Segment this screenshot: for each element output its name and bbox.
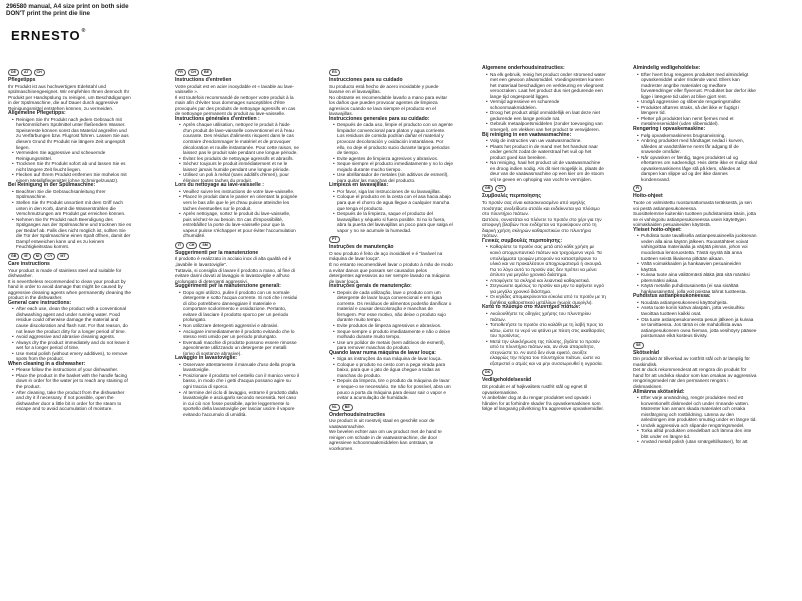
brand-logo bbox=[11, 28, 86, 43]
bullet-item: • Coloque o produto no cesto com a pega virada para baixo, para que o jato de água chegue a todas as manchas do produto. bbox=[333, 362, 453, 379]
bullet-item: • Beachten Sie die Gebrauchsanleitung Ihrer Spülmaschine. bbox=[12, 189, 132, 200]
section-heading: Lavaggio in lavastoviglie: bbox=[175, 355, 237, 362]
paragraph: Uw product is uit roestvrij staal en geschikt voor de vaatwasmachine. bbox=[329, 418, 435, 429]
bullet-item: • Posizionare il prodotto nel cestello con il manico verso il basso, in modo che i getti d'acqua possano agire su ogni traccia di sporco. bbox=[179, 373, 299, 390]
bullet-item: • Use um polidor de metais (sem aditivos de esmeril), para remover manchas do produto. bbox=[333, 340, 453, 351]
column-4 bbox=[482, 66, 606, 412]
bullet-list bbox=[633, 233, 757, 294]
country-code-badge: CY bbox=[495, 185, 506, 192]
bullet-item: • Ota tuote astianpesukoneesta pesun jälkeen ja kuivaa se tarvittaessa. Jos tämä ei ole mahdollista avaa astianpesukoneen ovea hieman, jotta vesihöyry pääsee poistumaan eikä kosteus tiivisty. bbox=[637, 317, 757, 339]
bullet-list bbox=[329, 290, 453, 351]
country-code-badge: GR bbox=[482, 185, 493, 192]
bullet-list bbox=[482, 138, 606, 182]
country-code-badge: MT bbox=[57, 253, 68, 260]
country-code-badge: FR bbox=[175, 69, 186, 76]
country-code-badge: CH bbox=[188, 69, 199, 76]
bullet-item: • Noudata astianpesukoneesi käyttöohjeita. bbox=[637, 300, 757, 306]
paragraph: We bevelen echter aan om uw product met de hand te reinigen om schade in de vaatwasmachine, die door agressieve schoonmaakmiddelen kan ontstaan, te voorkomen. bbox=[329, 429, 442, 451]
paragraph: Tuttavia, si consiglia di lavare il prodotto a mano, al fine di evitare danni dovuti al lavaggio in lavastoviglie e all'uso prolungato di detergenti aggressivi. bbox=[175, 267, 295, 284]
bullet-item: • Después de la limpieza, saque el producto del lavavajillas y séquelo si fuera posible. Si no lo fuera, abra la puerta del lavavajillas un poco para que salga el vapor y no se acumule la humedad. bbox=[333, 211, 453, 233]
country-codes bbox=[329, 404, 453, 411]
section-heading: Allgemeine Pflegetipps: bbox=[8, 110, 66, 117]
bullet-item: • Siga as instruções da sua máquina de lavar louça. bbox=[333, 356, 453, 362]
country-code-badge: FI bbox=[633, 185, 642, 192]
paragraph: It is nevertheless recommended to clean your product by hand in order to avoid damage that might be caused by aggressive cleaning agents when permanently cleaning the product in the dishwasher. bbox=[8, 278, 131, 301]
country-codes bbox=[8, 69, 132, 76]
country-code-badge: DE bbox=[8, 69, 19, 76]
bullet-item: • Después de cada uso, limpie el producto con un agente limpiador convencional para platos y agua corriente. Los residuos de comida podrían dañar el material y provocar decoloración y oxidación instantánea. Por ello, no deje el producto sucio durante largos periodos de tiempo. bbox=[333, 122, 453, 155]
section-heading: Care instructions bbox=[8, 260, 50, 267]
bullet-item: • Produktet aftørres straks, så det ikke er fugtigt i længere tid. bbox=[637, 105, 757, 116]
section-heading: Limpieza en lavavajillas: bbox=[329, 182, 389, 189]
bullet-item: • Ακολουθήστε τις οδηγίες χρήσης του πλυντηρίου πιάτων. bbox=[486, 311, 606, 322]
paragraph: Il est toutefois recommandé de nettoyer votre produit à la main afin d'éviter tous dommages susceptibles d'être provoqués par des produits de nettoyage agressifs en cas de nettoyage permanent du produit au lave-vaisselle. bbox=[175, 94, 296, 117]
bullet-item: • Dopo ogni utilizzo, pulire il prodotto con un normale detergente e sotto l'acqua corrente. Si noti che i residui di cibo potrebbero danneggiare il materiale e comportare scolorimento e ossidazione. Pertanto, evitare di lasciare il prodotto sporco per un periodo prolungato. bbox=[179, 290, 299, 323]
bullet-item: • Après chaque utilisation, nettoyez le produit à l'aide d'un produit de lave-vaisselle conventionnel et à l'eau courante. Des résidus d'aliments risquent dans le cas contraire d'endommager le matériel et de provoquer décoloration et rouille instantanée. Pour cette raison, ne laissez pas le produit sale pendant une longue période. bbox=[179, 122, 299, 155]
country-code-badge: SM bbox=[199, 242, 210, 249]
bullet-list bbox=[633, 395, 757, 445]
paragraph: No obstante es recomendable lavarlo a mano para evitar los daños que pueden provocar agentes de limpieza agresivos cuando se lava siempre el producto en el lavavajillas. bbox=[329, 94, 448, 117]
section-heading: Συμβουλές περιποίησης bbox=[482, 193, 542, 200]
country-codes bbox=[175, 242, 299, 249]
bullet-list bbox=[329, 122, 453, 183]
bullet-item: • Osservare attentamente il manuale d'uso della propria lavastoviglie. bbox=[179, 362, 299, 373]
paragraph: O seu produto é feito de aço inoxidável e é "lavável na máquina de lavar louça". bbox=[329, 250, 443, 262]
bullet-list bbox=[8, 189, 132, 250]
section-heading: Instructions d'entretien bbox=[175, 77, 232, 83]
paragraph: Dit produkt er af højkvalitets rustfrit stål og egnet til opvaskemaskine. bbox=[482, 383, 588, 395]
bullet-item: • Reinigen Sie Ihr Produkt nach jedem Gebrauch mit herkömmlichem Spülmittel unter fließendem Wasser. Speisereste können sonst das Material angreifen und zu Verfärbungen bzw. Flugrost führen. Lassen Sie aus diesem Grund Ihr Produkt nie längere Zeit ungespült liegen. bbox=[12, 117, 132, 150]
bullet-item: • Evite agentes de limpieza agresivos y abrasivos. bbox=[333, 156, 453, 162]
section-heading: Instructions générales d'entretien : bbox=[175, 115, 260, 122]
paragraph: Ihr Produkt ist aus hochwertigem Edelstahl und spülmaschinengeeignet. Wir empfehlen Ihnen dennoch Ihr Produkt per Handspülung zu reinigen, um Beschädigungen in der Spülmaschine, die auf Dauer durch aggressive Reinigungsmittel entstehen können, zu vermeiden. bbox=[8, 83, 131, 111]
section-heading: Rengøring i opvaskemaskine: bbox=[633, 126, 706, 133]
section-heading: Instruções de manutenção bbox=[329, 244, 394, 251]
bullet-item: • Coloque el producto en la cesta con el asa hacia abajo para que el chorro de agua llegue a cualquier mancha que tenga el producto. bbox=[333, 194, 453, 211]
section-heading: Instrucciones para su cuidado bbox=[329, 77, 403, 83]
country-code-badge: PT bbox=[329, 236, 340, 243]
bullet-item: • After cleaning, take the product from the dishwasher and dry it if necessary. If not possible, open the dishwasher door a little bit in order for the steam to escape and to avoid accumulation of moisture. bbox=[12, 390, 132, 412]
country-codes bbox=[482, 185, 606, 192]
bullet-item: • Καθαρίστε το προϊόν σας μετά από κάθε χρήση με κοινό απορρυπαντικό πιάτων και τρεχούμενο νερό. Τα υπολείμματα τροφών μπορούν να καταστρέψουν το υλικό και να προκαλέσουν αποχρωματισμό ή σκουριά. Για το λόγο αυτό το προϊόν σας δεν πρέπει να μένει άπλυτο για μεγάλο χρονικό διάστημα. bbox=[486, 244, 606, 277]
print-header-line-1: 296580 manual, A4 size print on both side bbox=[6, 3, 129, 10]
bullet-item: • Use abrillantador de metales (sin aditivos de esmeril), para quitar las manchas del producto. bbox=[333, 172, 453, 183]
bullet-item: • Μετά την ολοκλήρωση της πλύσης, βγάλτε το προϊόν από το πλυντήριο πιάτων και, αν είναι απαραίτητο, στεγνώστε το. Αν αυτό δεν είναι εφικτό, ανοίξτε ελαφρώς την πόρτα του πλυντηρίου πιάτων, ώστε να εξατμιστεί ο ατμός και να μην συσσωρευθεί η υγρασία. bbox=[486, 339, 606, 367]
section-heading: Algemene onderhoudsinstructies: bbox=[482, 65, 565, 71]
country-code-badge: DK bbox=[482, 369, 493, 376]
section-heading: Vedligeholdelsesråd bbox=[482, 377, 532, 384]
bullet-item: • Anbring produktet med håndtaget nedad i kurven, således at vandstrålerne nemt får adgang til de snavsede områder. bbox=[637, 138, 757, 155]
paragraph: Votre produit est en acier inoxydable et « lavable au lave-vaisselle ». bbox=[175, 83, 295, 95]
section-heading: Suggerimenti per la manutenzione generali: bbox=[175, 283, 281, 290]
section-heading: General care instructions: bbox=[8, 299, 72, 306]
bullet-list bbox=[175, 290, 299, 357]
country-codes bbox=[8, 253, 132, 260]
bullet-item: • After each use, clean the product with a conventional dishwashing agent and under running water. Food residue could otherwise damage the material and cause discoloration and flash rust. For that reason, do not leave the product dirty for a longer period of time. bbox=[12, 306, 132, 334]
section-heading: Yleiset hoito-ohjeet: bbox=[633, 226, 682, 233]
bullet-item: • Après nettoyage, sortez le produit du lave-vaisselle, puis séchez-le au besoin. En cas d'impossibilité, entrebâillez la porte du lave-vaisselle pour que la vapeur puisse s'échapper et pour éviter l'accumulation d'humidité. bbox=[179, 211, 299, 239]
paragraph: Tuote on valmistettu ruostumattomasta teräksestä, ja sen voi pestä astianpesukoneessa. bbox=[633, 200, 752, 211]
column-1 bbox=[8, 66, 132, 412]
section-heading: Skötselråd bbox=[633, 349, 660, 356]
bullet-item: • Depois de cada utilização, lave o produto com um detergente de lavar louça convencional e em água corrente. Os resíduos de alimentos poderão danificar o material e causar descoloração e manchas de ferrugem. Por esse motivo, não deixe o produto sujo durante muito tempo. bbox=[333, 290, 453, 323]
bullet-list bbox=[482, 244, 606, 305]
bullet-item: • Stellen Sie Ihr Produkt unsortiert mit dem Griff nach unten in den Korb, damit die Wasserstrahlen die Verschmutzungen am Produkt gut erreichen können. bbox=[12, 200, 132, 217]
bullet-item: • Place the product in the basket with the handle facing down in order for the water jet to reach any staining of the product. bbox=[12, 373, 132, 390]
bullet-item: • Vermijd agressieve en schurende schoonmaakmiddelen. bbox=[486, 99, 606, 110]
bullet-item: • Gebruik metaalpoetsmiddelen (zonder toevoeging van smergel), om vlekken van het product te verwijderen. bbox=[486, 121, 606, 132]
section-heading: Puhdistus astianpesukoneessa: bbox=[633, 293, 711, 300]
country-code-badge: BE bbox=[201, 69, 212, 76]
bullet-item: • Trocknen Sie Ihr Produkt sofort ab und lassen Sie es nicht längere Zeit feucht liegen. bbox=[12, 161, 132, 172]
bullet-list bbox=[8, 117, 132, 184]
print-header bbox=[6, 3, 129, 17]
country-code-badge: AT bbox=[21, 69, 32, 76]
country-code-badge: NI bbox=[33, 253, 43, 260]
section-heading: Bij reiniging in een vaatwasmachine: bbox=[482, 131, 572, 138]
bullet-item: • Når opvasken er færdig, tages produktet ud og eftertørres om nødvendigt. Hvis dette ikke er muligt skal opvaskemaskinens låge stå på klem, således at dampen kan slippe ud og der ikke dannes kondensvand. bbox=[637, 155, 757, 183]
bullet-item: • Utilisez un poli à métal (sans additifs d'émeri), pour éliminer toutes taches du produit. bbox=[179, 172, 299, 183]
bullet-item: • Στεγνώνετε αμέσως το προϊόν και μην το αφήνετε υγρό για μεγάλο χρονικό διάστημα. bbox=[486, 283, 606, 294]
section-heading: Κατά το πλύσιμο στο πλυντήριο πιάτων: bbox=[482, 304, 581, 311]
bullet-list bbox=[175, 122, 299, 183]
bullet-item: • Depois da limpeza, tire o produto da máquina de lavar e seque-o se necessário. Se não for possível, abra um pouco a porta da máquina para deixar sair o vapor e evitar a acumulação de humidade. bbox=[333, 378, 453, 400]
paragraph: Det är dock rekommenderat att rengöra din produkt för hand för att undvika skador som kan orsakas av aggressiva rengöringsmedel när den permanent rengörs i diskmaskinen. bbox=[633, 367, 757, 389]
country-code-badge: GB bbox=[8, 253, 19, 260]
bullet-item: • Séchez toujours le produit immédiatement et ne le laissez jamais humide pendant une longue période. bbox=[179, 161, 299, 172]
bullet-list bbox=[633, 72, 757, 127]
bullet-item: • Flecken auf Ihrem Produkt entfernen Sie mühelos mit einem Metallpflegemittel (ohne Schmirgelzusatz). bbox=[12, 172, 132, 183]
bullet-item: • Kuivaa tuote aina välittömästi äläkä jätä sitä märäksi pitemmäksi aikaa. bbox=[637, 272, 757, 283]
bullet-item: • Veuillez suivre les instructions de votre lave-vaisselle. bbox=[179, 189, 299, 195]
bullet-list bbox=[633, 133, 757, 183]
country-code-badge: IE bbox=[21, 253, 30, 260]
section-heading: Quando lavar numa máquina de lavar louça: bbox=[329, 349, 436, 356]
column-5 bbox=[633, 66, 757, 445]
bullet-item: • Οι κηλίδες απομακρύνονται εύκολα από το προϊόν με τη βοήθεια καθαριστικού μετάλλων (χωρίς σμυρίγλι). bbox=[486, 294, 606, 305]
bullet-item: • Non utilizzare detergenti aggressivi e abrasivi. bbox=[179, 323, 299, 329]
bullet-item: • Torka alltid produkten omedelbart och lämna den inte blöt under en längre tid. bbox=[637, 428, 757, 439]
bullet-item: • Please follow the instructions of your dishwasher. bbox=[12, 367, 132, 373]
paragraph: Din produkt är tillverkad av rostfritt stål och är lämplig för maskindisk. bbox=[633, 356, 750, 367]
paragraph: Vi anbefaler dog at du rengør produktet ved opvask i hånden for at forhindre skader fra opvaskemaskinen som følge af langvarig påvirkning fra aggressive opvaskemidler. bbox=[482, 395, 604, 412]
bullet-item: • Nehmen Sie Ihr Produkt nach Beendigung des Spülganges aus der Spülmaschine und trocknen Sie es per Bedarf ab. Falls dies nicht möglich ist, sollten Sie die Tür der Spülmaschine einen Spalt öffnen, damit der Dampf entweichen kann und es zu keinem Feuchtigkeitsstau kommt. bbox=[12, 217, 132, 250]
section-heading: Instruções gerais de manutenção: bbox=[329, 283, 412, 290]
bullet-list bbox=[633, 300, 757, 339]
bullet-list bbox=[482, 72, 606, 133]
section-heading: Bei Reinigung in der Spülmaschine: bbox=[8, 182, 96, 189]
paragraph: Suosittelemme kuitenkin tuotteen puhdistamista käsin, jotta se ei vahingoitu astianpesukoneessa usein käytettyjen voimakkaiden pesuaineiden käytöstä. bbox=[633, 211, 756, 228]
section-heading: Suggerimenti per la manutenzione bbox=[175, 249, 259, 256]
section-heading: Pflegetipps bbox=[8, 77, 36, 83]
section-heading: Lors du nettoyage au lave-vaisselle : bbox=[175, 182, 264, 189]
paragraph: Il prodotto è realizzato in acciaio inox di alta qualità ed è „lavabile in lavastoviglie". bbox=[175, 256, 292, 267]
country-code-badge: CH bbox=[186, 242, 197, 249]
paragraph: Ωστόσο, συνιστάται να πλένετε το προϊόν στο χέρι για την αποφυγή βλαβών που ενδέχεται να προκύψουν από τη διαρκή χρήση σκληρών καθαριστικών στο πλυντήριο πιάτων. bbox=[482, 216, 602, 239]
bullet-item: • Plaats het product in de mand met het handvat naar onder gericht zodat de waterstraal het vuil op het product goed kan bereiken. bbox=[486, 144, 606, 161]
section-heading: Γενικές συμβουλές περιποίησης: bbox=[482, 237, 563, 244]
column-2 bbox=[175, 66, 299, 417]
bullet-item: • Αποφύγετε τα σκληρά και λειαντικά καθαριστικά. bbox=[486, 278, 606, 284]
bullet-item: • Eventuali macchie di prodotto possono essere rimosse agevolmente utilizzando un detergente per metalli (privo di sostanze abrasive). bbox=[179, 340, 299, 357]
section-heading: Allmänna skötselråd: bbox=[633, 388, 685, 395]
country-code-badge: CH bbox=[34, 69, 45, 76]
bullet-item: • Aseta tuote koriin kahva alaspäin, jotta vesisuihku tavoittaa tuotteen kaikki osat. bbox=[637, 305, 757, 316]
country-codes bbox=[633, 342, 757, 349]
section-heading: Hoito-ohjeet bbox=[633, 193, 663, 200]
bullet-item: • Vermeiden Sie aggressive und scheuernde Reinigungsmittel. bbox=[12, 150, 132, 161]
bullet-item: • Use metal polish (without emery additives), to remove spots from the product. bbox=[12, 351, 132, 362]
bullet-item: • Asciugare immediatamente il prodotto evitando che lo stesso resti umido per un periodo prolungato. bbox=[179, 329, 299, 340]
paragraph: É no entanto recomendável lavar o produto à mão de modo a evitar danos que possam ser causados pelos detergentes agressivos ao ser sempre lavado na máquina de lavar louça. bbox=[329, 261, 453, 284]
bullet-item: • Undvik aggressiva och slipande rengöringsmedel. bbox=[637, 423, 757, 429]
bullet-item: • Avoid aggressive and abrasive cleaning agents. bbox=[12, 334, 132, 340]
section-heading: Instrucciones generales para su cuidado: bbox=[329, 115, 430, 122]
bullet-item: • Undgå aggressive og slibende rengøringsmidler. bbox=[637, 99, 757, 105]
bullet-item: • Por favor, siga las instrucciones de su lavavajillas. bbox=[333, 189, 453, 195]
bullet-item: • Droog het product altijd onmiddellijk en laat deze niet gedurende een lange periode nat. bbox=[486, 110, 606, 121]
paragraph: Su producto está hecho de acero inoxidable y puede lavarse en el lavavajillas. bbox=[329, 83, 439, 95]
country-code-badge: NL bbox=[329, 404, 340, 411]
section-heading: Almindelig vedligeholdelse: bbox=[633, 65, 701, 71]
brand-name: ERNESTO bbox=[11, 28, 81, 43]
bullet-item: • Efter varje användning, rengör produkten med ett konventionellt diskmedel och under rinnande vatten. Matrester kan annars skada materialet och orsaka missfärgning och rostbildning. Lämna av den anledningen inte produkten smutsig under en längre tid. bbox=[637, 395, 757, 423]
bullet-item: • Vältä voimakkaiden ja hankaavien pesuaineiden käyttöä. bbox=[637, 261, 757, 272]
country-codes bbox=[175, 69, 299, 76]
country-code-badge: CY bbox=[44, 253, 55, 260]
bullet-item: • Seque siempre el producto inmediatamente y no lo deje mojado durante mucho tiempo. bbox=[333, 161, 453, 172]
bullet-item: • Τοποθετήστε το προϊόν στο καλάθι με τη λαβή προς τα κάτω, ώστε το νερό να φτάνει με πίεση στις ακαθαρσίες του προϊόντος. bbox=[486, 322, 606, 339]
print-header-line-2: DON'T print the print die line bbox=[6, 10, 90, 17]
bullet-item: • Évitez les produits de nettoyage agressifs et abrasifs. bbox=[179, 156, 299, 162]
country-codes bbox=[482, 369, 606, 376]
section-heading: When cleaning in a dishwasher: bbox=[8, 360, 86, 367]
bullet-list bbox=[175, 189, 299, 239]
country-code-badge: BE bbox=[342, 404, 353, 411]
column-3 bbox=[329, 66, 453, 451]
bullet-item: • Efter hvert brug rengøres produktet med almindeligt opvaskemiddel under rindende vand. Ellers kan madrester angribe materialet og medføre farveændringer eller flyverust. Produktet bør derfor ikke ligge i længere tid uden at blive gjort rent. bbox=[637, 72, 757, 100]
bullet-item: • Seque sempre o produto imediatamente e não o deixe molhado durante muito tempo. bbox=[333, 329, 453, 340]
bullet-list bbox=[8, 306, 132, 361]
bullet-item: • Always dry the product immediately and do not leave it wet for a longer period of time. bbox=[12, 340, 132, 351]
bullet-item: • Na elk gebruik, reinig het product onder stromend water met een gewoon afwasmiddel. Voedingsresten kunnen het materiaal beschadigen en verkleuring en vliegroest veroorzaken. Laat het product dus niet gedurende een lange tijd ongespoeld liggen. bbox=[486, 72, 606, 100]
registered-mark-icon: ® bbox=[81, 28, 87, 34]
paragraph: Το προϊόν σας είναι κατασκευασμένο από υψηλής ποιότητας ανοξείδωτο ατσάλι και ενδείκνυται για πλύσιμο στο πλυντήριο πιάτων. bbox=[482, 200, 600, 217]
bullet-list bbox=[175, 362, 299, 417]
bullet-item: • Følg opvaskemaskinens brugsanvisning. bbox=[637, 133, 757, 139]
bullet-list bbox=[329, 356, 453, 400]
bullet-item: • Na reiniging, haal het product uit de vaatwasmachine en droog indien nodig. Als dit niet mogelijk is, plaats de deur van de vaatwasmachine op een kier om de stoom vrij te geven en ophoping van vocht te vermijden. bbox=[486, 160, 606, 182]
bullet-item: • Käytä metallin puhdistusainetta (ei saa sisältää hankausainetta), jolla voit poistaa tahrat tuotteesta. bbox=[637, 283, 757, 294]
bullet-item: • Pletter på produktet kan nemt fjernes med et metalrensemiddel (uden slibemiddel). bbox=[637, 116, 757, 127]
bullet-item: • Använd metall polish (utan smärgeltillsatser), för att bbox=[637, 439, 757, 445]
country-code-badge: SE bbox=[633, 342, 644, 349]
country-codes bbox=[329, 236, 453, 243]
bullet-item: • Volg de instructies van uw vaatwasmachine. bbox=[486, 138, 606, 144]
bullet-item: • Al termine del ciclo di lavaggio, estrarre il prodotto dalla lavastoviglie e asciugarlo secondo necessità. Nel caso in cui ciò non fosse possibile, aprire leggermente lo sportello della lavastoviglie per lasciar uscire il vapore evitando l'accumulo di umidità. bbox=[179, 390, 299, 418]
bullet-list bbox=[482, 311, 606, 366]
paragraph: Your product is made of stainless steel and suitable for dishwasher. bbox=[8, 267, 122, 279]
bullet-list bbox=[8, 367, 132, 411]
bullet-item: • Placez le produit dans le panier en orientant la poignée vers le bas afin que le jet d'eau puisse atteindre les taches éventuelles sur le produit. bbox=[179, 194, 299, 211]
bullet-item: • Puhdista tuote tavallisella astianpesuaineella juoksevan veden alla aina käytön jälkeen. Ruoantähteet voivat vahingoittaa materiaalia ja värjätä pinnan, johon voi muodostua lentoruostetta. Tästä syystä älä anna tuotteen seistä likaisena pitkään aikaan. bbox=[637, 233, 757, 261]
bullet-item: • Evite produtos de limpeza agressivos e abrasivos. bbox=[333, 323, 453, 329]
country-code-badge: IT bbox=[175, 242, 184, 249]
country-codes bbox=[329, 69, 453, 76]
country-codes bbox=[633, 185, 757, 192]
section-heading: Onderhoudsinstructies bbox=[329, 411, 386, 418]
bullet-list bbox=[329, 189, 453, 233]
country-code-badge: ES bbox=[329, 69, 340, 76]
